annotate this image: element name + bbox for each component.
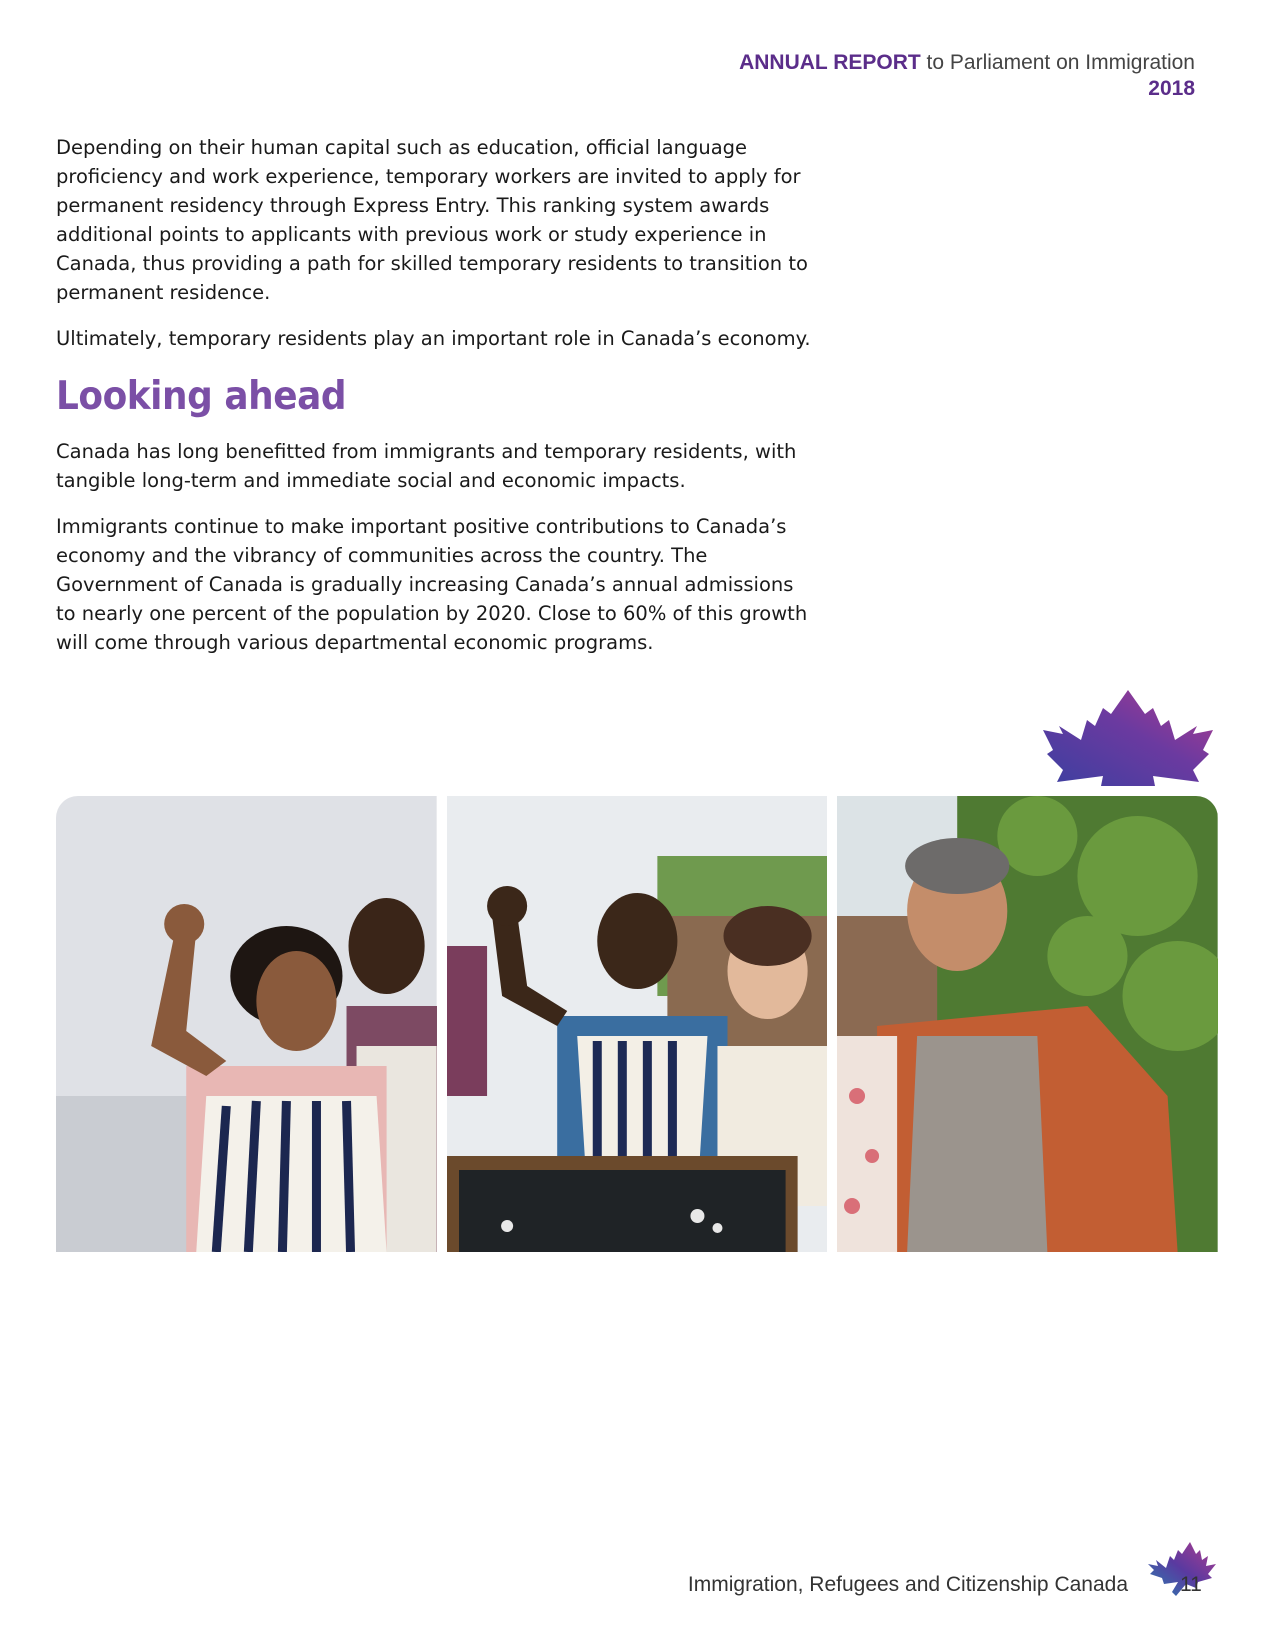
photo-man-and-woman-with-chalkboard	[447, 796, 828, 1252]
footer-organization: Immigration, Refugees and Citizenship Canada	[687, 1573, 1128, 1596]
section-heading: Looking ahead	[56, 374, 347, 419]
report-header	[739, 50, 1195, 102]
report-title-strong: ANNUAL REPORT	[739, 51, 921, 74]
body-paragraph: Depending on their human capital such as education, official language proficiency and work experience, temporary workers are invited to apply for permanent residency through Express Entry. This ranking system awards additional points to applicants with previous work or study experience in Canada, thus providing a path for skilled temporary residents to transition to permanent residence.	[56, 136, 808, 304]
maple-leaf-icon	[1043, 690, 1213, 786]
photo-woman-and-man-cheering	[56, 796, 437, 1252]
page-number: 11	[1180, 1573, 1202, 1596]
body-paragraph: Immigrants continue to make important positive contributions to Canada’s economy and the vibrancy of communities across the country. The Government of Canada is gradually increasing Canada’s annual admissions to nearly one percent of the population by 2020. Close to 60% of this growth will come through various departmental economic programs.	[56, 515, 808, 654]
main-content	[56, 133, 816, 674]
body-paragraph: Ultimately, temporary residents play an important role in Canada’s economy.	[56, 327, 811, 350]
report-year: 2018	[1148, 77, 1195, 100]
body-paragraph: Canada has long benefitted from immigrants and temporary residents, with tangible long-term and immediate social and economic impacts.	[56, 440, 797, 492]
photo-man-laughing-in-garden	[837, 796, 1218, 1252]
photo-strip	[56, 796, 1218, 1252]
report-title-rest: to Parliament on Immigration	[920, 51, 1195, 74]
